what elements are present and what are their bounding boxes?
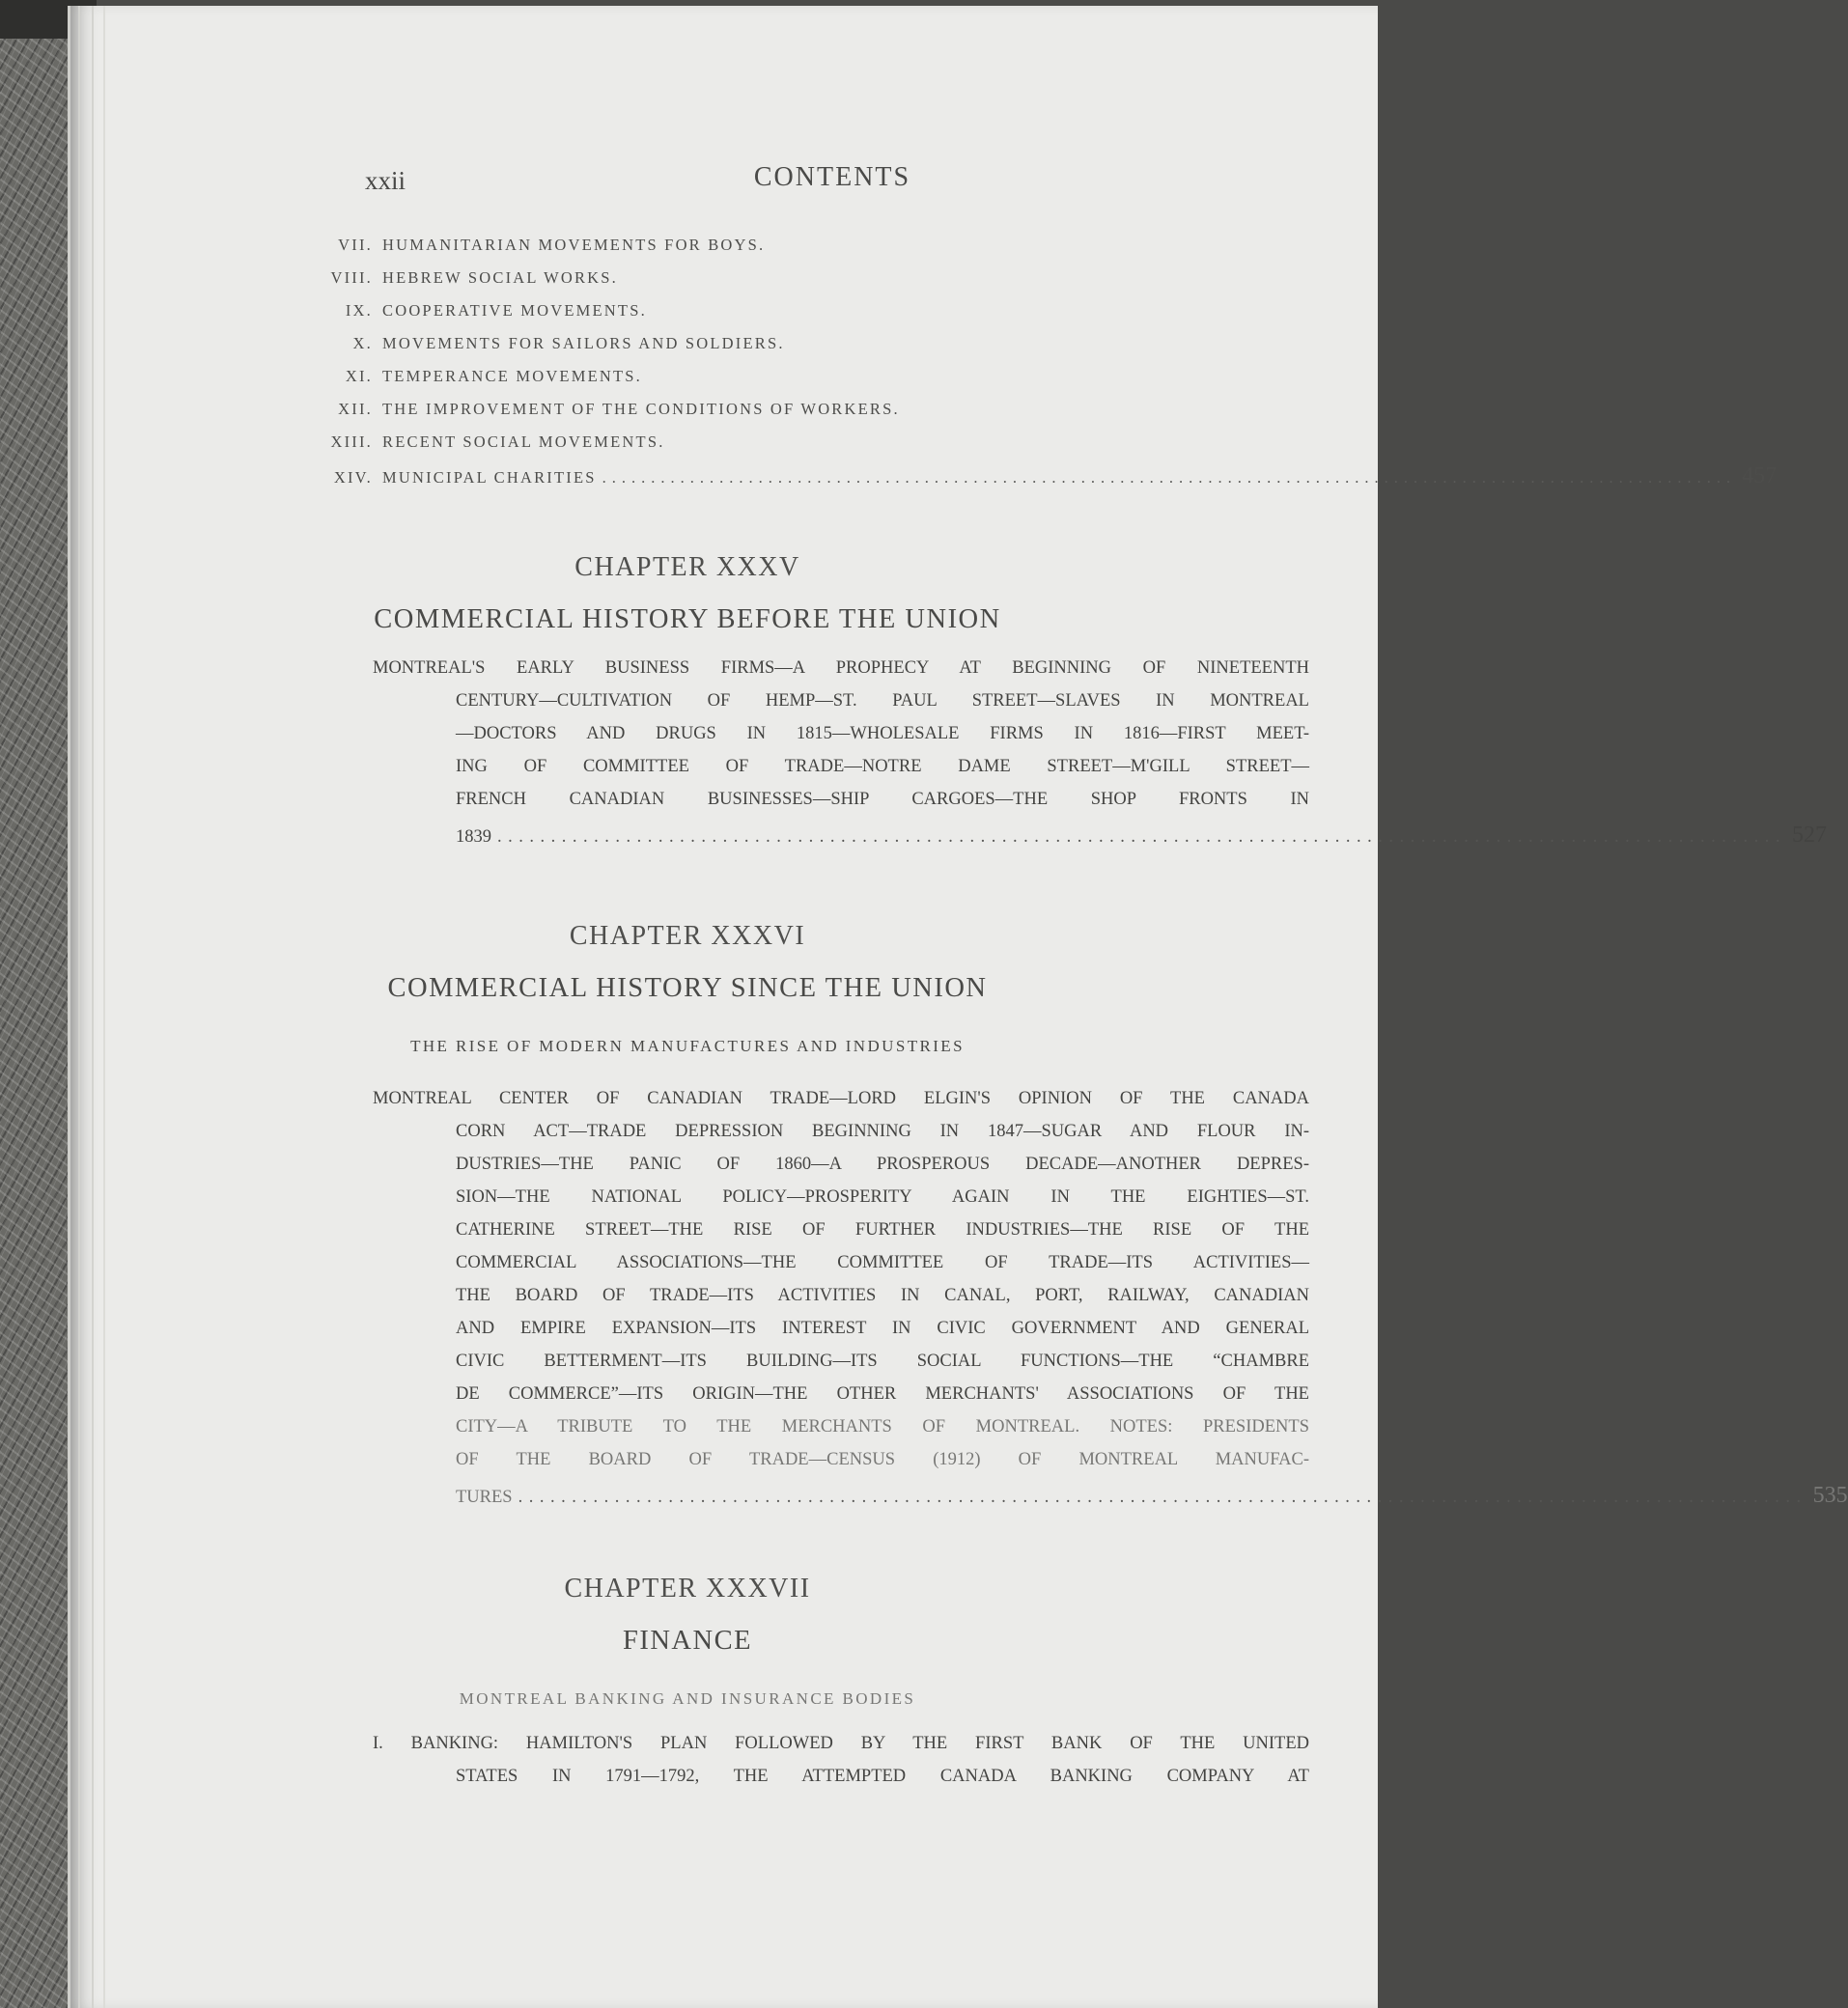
summary-line: 1839 <box>456 827 491 847</box>
chapter-heading: CHAPTER XXXV <box>574 552 800 582</box>
section-entry <box>286 463 1778 492</box>
section-entry <box>286 301 647 330</box>
summary-line: THE BOARD OF TRADE—ITS ACTIVITIES IN CANAL, PORT, RAILWAY, CANADIAN <box>456 1286 1309 1305</box>
chapter-subtitle: THE RISE OF MODERN MANUFACTURES AND INDUSTRIES <box>410 1037 965 1055</box>
section-number: VII. <box>338 236 373 254</box>
summary-line: CENTURY—CULTIVATION OF HEMP—ST. PAUL STREET—SLAVES IN MONTREAL <box>456 691 1309 711</box>
section-title: HUMANITARIAN MOVEMENTS FOR BOYS. <box>382 236 766 254</box>
running-title: CONTENTS <box>753 162 911 192</box>
chapter-title: FINANCE <box>622 1626 752 1656</box>
summary-last-line <box>456 823 1827 855</box>
section-title: MOVEMENTS FOR SAILORS AND SOLDIERS. <box>382 334 785 352</box>
section-number: XII. <box>338 400 373 418</box>
section-number: IX. <box>345 301 373 320</box>
summary-line: —DOCTORS AND DRUGS IN 1815—WHOLESALE FIRMS IN 1816—FIRST MEET- <box>456 724 1309 743</box>
section-entry <box>286 334 785 363</box>
summary-last-line <box>456 1483 1848 1516</box>
chapter-page: 535 <box>1812 1483 1848 1508</box>
summary-line: OF THE BOARD OF TRADE—CENSUS (1912) OF MONTREAL MANUFAC- <box>456 1450 1309 1469</box>
summary-line: FRENCH CANADIAN BUSINESSES—SHIP CARGOES—THE SHOP FRONTS IN <box>456 790 1309 809</box>
section-number: XIII. <box>330 432 373 451</box>
chapter-title: COMMERCIAL HISTORY BEFORE THE UNION <box>374 604 1001 634</box>
dot-leader: .................................................................................................................... <box>602 468 1737 487</box>
section-entry <box>286 236 765 265</box>
summary-line: STATES IN 1791—1792, THE ATTEMPTED CANADA BANKING COMPANY AT <box>456 1767 1309 1786</box>
chapter-title: COMMERCIAL HISTORY SINCE THE UNION <box>387 973 988 1003</box>
summary-line: SION—THE NATIONAL POLICY—PROSPERITY AGAIN IN THE EIGHTIES—ST. <box>456 1187 1309 1207</box>
summary-line: DUSTRIES—THE PANIC OF 1860—A PROSPEROUS DECADE—ANOTHER DEPRES- <box>456 1155 1309 1174</box>
summary-line: I. BANKING: HAMILTON'S PLAN FOLLOWED BY THE FIRST BANK OF THE UNITED <box>373 1734 1309 1753</box>
summary-line: CORN ACT—TRADE DEPRESSION BEGINNING IN 1847—SUGAR AND FLOUR IN- <box>456 1122 1309 1141</box>
section-number: VIII. <box>330 268 373 287</box>
summary-line: DE COMMERCE”—ITS ORIGIN—THE OTHER MERCHANTS' ASSOCIATIONS OF THE <box>456 1384 1309 1404</box>
chapter-heading: CHAPTER XXXVI <box>569 921 806 951</box>
section-entry <box>286 367 642 396</box>
summary-line: AND EMPIRE EXPANSION—ITS INTEREST IN CIVIC GOVERNMENT AND GENERAL <box>456 1319 1309 1338</box>
chapter-subtitle: MONTREAL BANKING AND INSURANCE BODIES <box>459 1689 916 1708</box>
section-number: X. <box>352 334 373 352</box>
section-page: 457 <box>1742 463 1778 488</box>
section-entry <box>286 268 618 297</box>
section-title: MUNICIPAL CHARITIES <box>382 468 597 487</box>
dot-leader: ........................................................................................................................ <box>518 1488 1807 1507</box>
chapter-heading: CHAPTER XXXVII <box>564 1574 811 1604</box>
summary-line: MONTREAL CENTER OF CANADIAN TRADE—LORD ELGIN'S OPINION OF THE CANADA <box>373 1089 1309 1108</box>
section-title: THE IMPROVEMENT OF THE CONDITIONS OF WORKERS. <box>382 400 900 418</box>
summary-line: CITY—A TRIBUTE TO THE MERCHANTS OF MONTREAL. NOTES: PRESIDENTS <box>456 1417 1309 1436</box>
chapter-page: 527 <box>1792 823 1827 848</box>
section-number: XIV. <box>333 468 373 487</box>
section-entry <box>286 400 900 429</box>
section-entry <box>286 432 665 461</box>
page-number: xxii <box>365 166 406 195</box>
summary-line: MONTREAL'S EARLY BUSINESS FIRMS—A PROPHECY AT BEGINNING OF NINETEENTH <box>373 658 1309 678</box>
summary-line: TURES <box>456 1488 513 1507</box>
section-title: RECENT SOCIAL MOVEMENTS. <box>382 432 665 451</box>
section-title: TEMPERANCE MOVEMENTS. <box>382 367 642 385</box>
dot-leader: ........................................................................................................................ <box>497 827 1786 847</box>
section-title: HEBREW SOCIAL WORKS. <box>382 268 618 287</box>
section-title: COOPERATIVE MOVEMENTS. <box>382 301 647 320</box>
summary-line: CIVIC BETTERMENT—ITS BUILDING—ITS SOCIAL FUNCTIONS—THE “CHAMBRE <box>456 1352 1309 1371</box>
summary-line: COMMERCIAL ASSOCIATIONS—THE COMMITTEE OF TRADE—ITS ACTIVITIES— <box>456 1253 1309 1272</box>
summary-line: CATHERINE STREET—THE RISE OF FURTHER INDUSTRIES—THE RISE OF THE <box>456 1220 1309 1240</box>
summary-line: ING OF COMMITTEE OF TRADE—NOTRE DAME STREET—M'GILL STREET— <box>456 757 1309 776</box>
section-number: XI. <box>345 367 373 385</box>
